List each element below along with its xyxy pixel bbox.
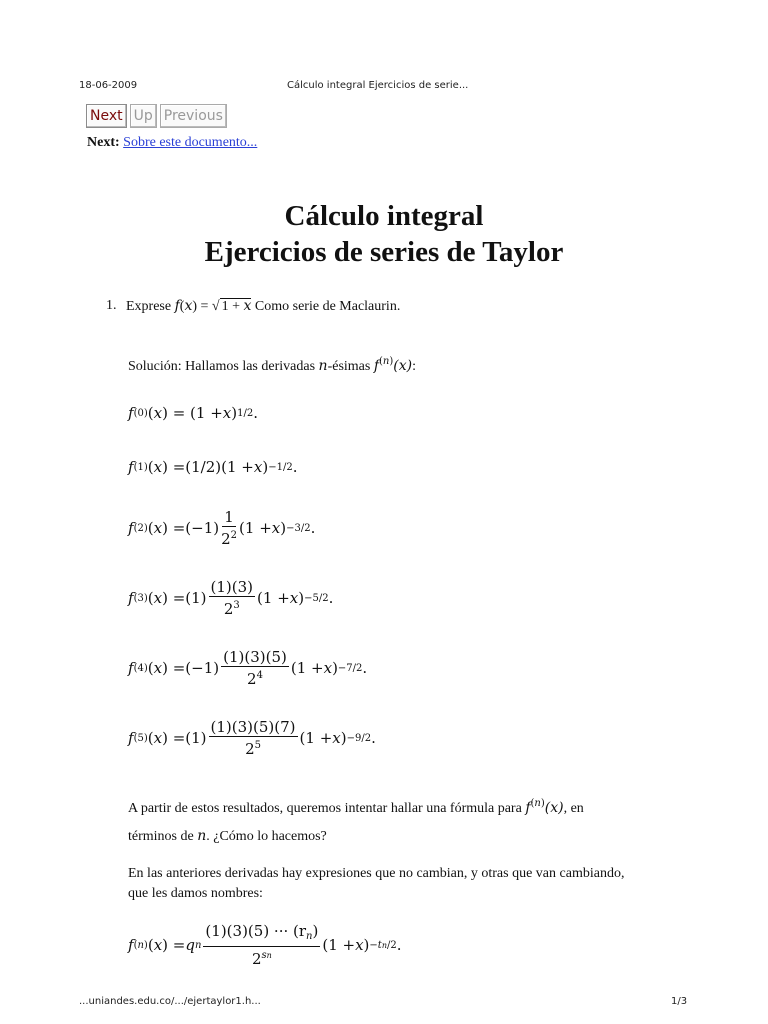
previous-button[interactable]: Previous: [160, 104, 227, 128]
item-number: 1.: [106, 298, 117, 313]
function-formula: f: [174, 298, 180, 314]
nth-derivative-symbol: $f^{(n)}(x)$: [373, 356, 413, 374]
print-header: [0, 80, 768, 94]
up-button[interactable]: Up: [130, 104, 157, 128]
print-url: ...uniandes.edu.co/.../ejertaylor1.h...: [79, 996, 261, 1007]
paragraph-1: A partir de estos resultados, queremos intentar hallar una fórmula para $f^{(n)}(x)$, en: [128, 798, 584, 816]
derivative-5: f (5) ( x ) = (1) $\frac{(1)(3)(5)(7)}{2^5}$ (1 + x ) −9/2 .: [128, 718, 376, 758]
paragraph-2: términos de n. ¿Cómo lo hacemos?: [128, 828, 327, 844]
derivative-1: f (1) ( x ) = (1/2) (1 + x ) −1/2 .: [128, 458, 298, 476]
page-number: 1/3: [671, 996, 688, 1007]
exercise-suffix: Como serie de Maclaurin.: [254, 299, 401, 314]
general-formula: f (n) ( x ) = q n $\frac{(1)(3)(5) \cdot\cdot\cdot (r_n)}{2^{sn}}$ (1 + x ) −tn/2 .: [128, 922, 402, 968]
paragraph-3: En las anteriores derivadas hay expresiones que no cambian, y otras que van cambiando, que les damos nombres:: [128, 866, 625, 901]
title-line-1: Cálculo integral: [284, 200, 484, 232]
solution-intro: Solución: Hallamos las derivadas n-ésimas $f^{(n)}(x)$:: [128, 356, 416, 374]
solution-mid: -ésimas: [327, 359, 371, 374]
derivative-4: f (4) ( x ) = (−1) $\frac{(1)(3)(5)}{2^4}$ (1 + x ) −7/2 .: [128, 648, 368, 688]
derivative-3: f (3) ( x ) = (1) $\frac{(1)(3)}{2^3}$ (1 + x ) −5/2 .: [128, 578, 334, 618]
navigation-bar: [86, 104, 227, 128]
print-date: 18-06-2009: [79, 80, 138, 91]
print-title: Cálculo integral Ejercicios de serie...: [287, 80, 469, 91]
next-link-line: [87, 135, 257, 151]
solution-prefix: Solución: Hallamos las derivadas: [128, 359, 316, 374]
next-button[interactable]: Next: [86, 104, 127, 128]
print-footer: [0, 996, 768, 1010]
exercise-statement: Exprese f(x) = √ 1 + x Como serie de Maclaurin.: [126, 298, 401, 314]
derivative-0: f (0) ( x ) = (1 + x ) 1/2 .: [128, 404, 258, 422]
next-document-link[interactable]: Sobre este documento...: [123, 135, 258, 150]
next-label: Next:: [87, 135, 120, 150]
exercise-prefix: Exprese: [126, 299, 172, 314]
page-title: [0, 198, 768, 270]
derivative-2: f (2) ( x ) = (−1) $\frac{1}{2^2}$ (1 + x ) −3/2 .: [128, 508, 316, 548]
title-line-2: Ejercicios de series de Taylor: [204, 236, 564, 268]
